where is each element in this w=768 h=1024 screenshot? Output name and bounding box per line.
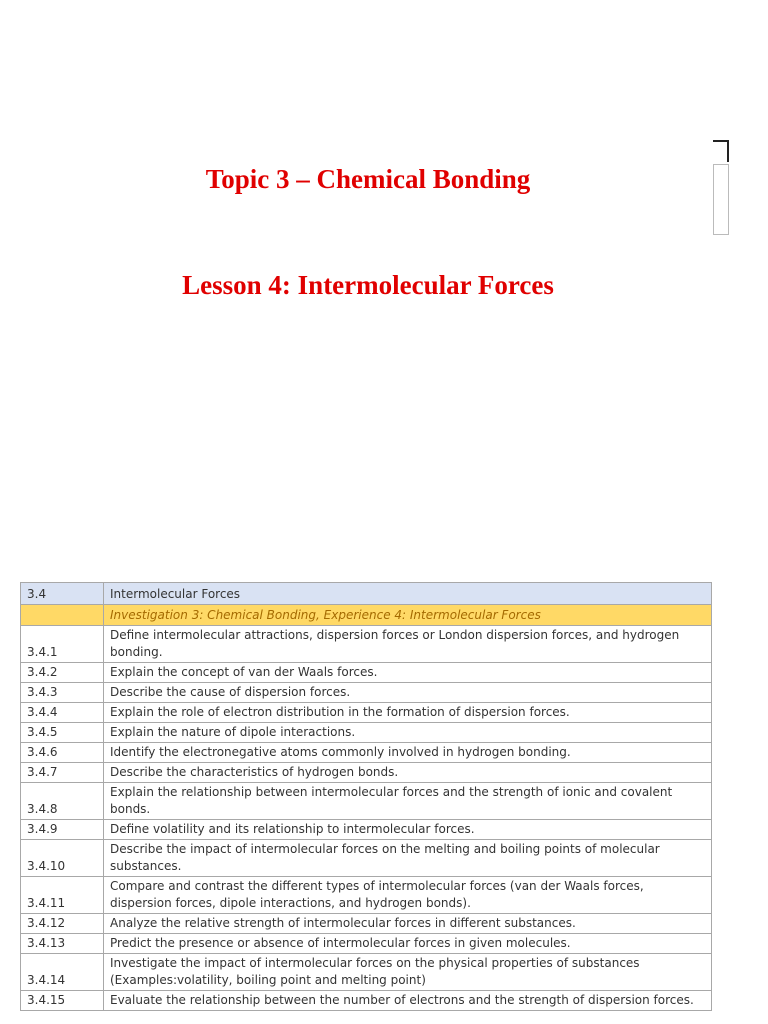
table-row [21,914,712,934]
margin-frame [713,164,729,235]
outcome-description: Explain the relationship between intermolecular forces and the strength of ionic and covalent bonds. [104,783,712,820]
outcome-description: Predict the presence or absence of intermolecular forces in given molecules. [104,934,712,954]
topic-title: Topic 3 – Chemical Bonding [205,164,531,194]
outcome-number: 3.4.3 [21,683,104,703]
outcome-number: 3.4.10 [21,840,104,877]
table-row [21,877,712,914]
outcome-number: 3.4.4 [21,703,104,723]
outcome-description: Explain the concept of van der Waals forces. [104,663,712,683]
page-corner-mark [713,140,729,162]
table-row [21,991,712,1011]
table-row [21,840,712,877]
table-row [21,783,712,820]
outcome-description: Investigate the impact of intermolecular forces on the physical properties of substances (Examples:volatility, boiling point and melting point) [104,954,712,991]
outcome-description: Explain the role of electron distribution in the formation of dispersion forces. [104,703,712,723]
table-row [21,626,712,663]
outcome-description: Describe the impact of intermolecular forces on the melting and boiling points of molecular substances. [104,840,712,877]
table-row [21,743,712,763]
investigation-label: Investigation 3: Chemical Bonding, Experience 4: Intermolecular Forces [104,605,712,626]
section-number: 3.4 [21,583,104,605]
table-row [21,723,712,743]
investigation-row [21,605,712,626]
outcome-number: 3.4.12 [21,914,104,934]
outcome-number: 3.4.6 [21,743,104,763]
outcome-description: Explain the nature of dipole interactions. [104,723,712,743]
section-title: Intermolecular Forces [104,583,712,605]
outcome-description: Define volatility and its relationship to intermolecular forces. [104,820,712,840]
outcome-number: 3.4.8 [21,783,104,820]
outcome-description: Describe the cause of dispersion forces. [104,683,712,703]
outcome-description: Define intermolecular attractions, dispersion forces or London dispersion forces, and hydrogen bonding. [104,626,712,663]
outcome-number: 3.4.7 [21,763,104,783]
outcome-description: Describe the characteristics of hydrogen bonds. [104,763,712,783]
outcome-number: 3.4.11 [21,877,104,914]
table-row [21,820,712,840]
learning-outcomes-table [20,582,712,1011]
outcome-description: Compare and contrast the different types of intermolecular forces (van der Waals forces, dispersion forces, dipole interactions, and hydrogen bonds). [104,877,712,914]
outcome-number: 3.4.2 [21,663,104,683]
outcome-number: 3.4.5 [21,723,104,743]
table-header-row [21,583,712,605]
outcome-number: 3.4.15 [21,991,104,1011]
outcome-number: 3.4.9 [21,820,104,840]
table-row [21,954,712,991]
outcome-number: 3.4.14 [21,954,104,991]
outcome-description: Evaluate the relationship between the number of electrons and the strength of dispersion forces. [104,991,712,1011]
lesson-title: Lesson 4: Intermolecular Forces [182,270,554,300]
table-row [21,763,712,783]
outcome-description: Identify the electronegative atoms commonly involved in hydrogen bonding. [104,743,712,763]
table-row [21,683,712,703]
outcome-number: 3.4.1 [21,626,104,663]
table-row [21,934,712,954]
table-row [21,703,712,723]
investigation-number-cell [21,605,104,626]
table-row [21,663,712,683]
outcome-description: Analyze the relative strength of intermolecular forces in different substances. [104,914,712,934]
outcome-number: 3.4.13 [21,934,104,954]
